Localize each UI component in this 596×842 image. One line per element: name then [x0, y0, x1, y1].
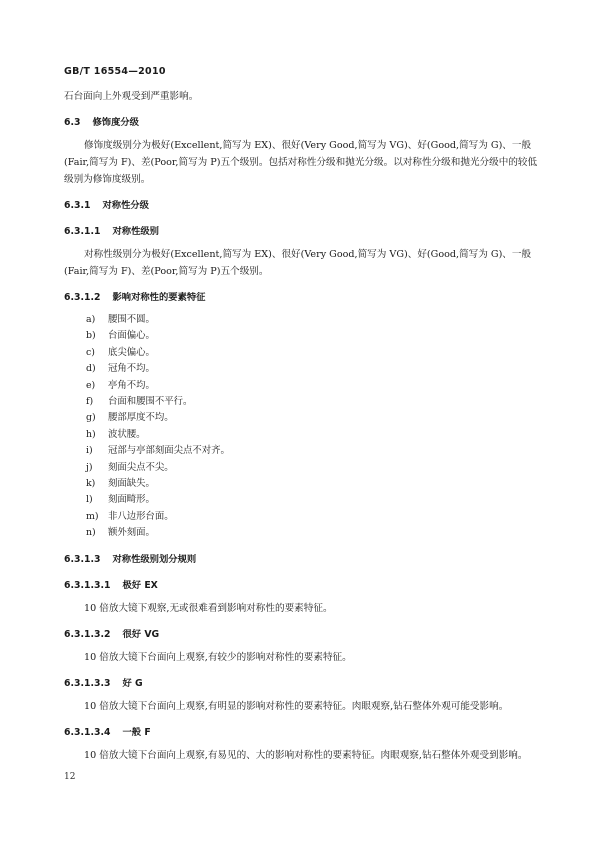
section-heading-6-3-1-1 [64, 223, 540, 240]
section-title: 一般 F [122, 726, 151, 738]
section-body-6-3-1-3-2: 10 倍放大镜下台面向上观察,有较少的影响对称性的要素特征。 [84, 651, 352, 663]
section-title: 修饰度分级 [92, 117, 139, 128]
section-heading-6-3-1-3-4 [64, 724, 540, 741]
document-body [64, 88, 540, 764]
section-number: 6.3.1.1 [64, 226, 101, 237]
section-body-6-3-1-1: 对称性级别分为极好(Excellent,简写为 EX)、很好(Very Good,简写为 VG)、好(Good,简写为 G)、一般(Fair,简写为 F)、差(Poor,简写为 P)五个级别。 [64, 249, 532, 277]
list-item: e) 亭角不均。 [86, 379, 155, 391]
list-item: b) 台面偏心。 [86, 330, 155, 342]
list-item: k) 刻面缺失。 [86, 478, 155, 490]
section-heading-6-3-1-2 [64, 289, 540, 306]
section-body-6-3-1-3-4: 10 倍放大镜下台面向上观察,有易见的、大的影响对称性的要素特征。肉眼观察,钻石整体外观受到影响。 [84, 749, 528, 761]
section-number: 6.3.1.3.2 [64, 628, 111, 640]
section-heading-6-3-1-3 [64, 551, 540, 568]
section-title: 极好 EX [122, 579, 158, 591]
list-item: i) 冠部与亭部刻面尖点不对齐。 [86, 445, 230, 457]
section-number: 6.3.1 [64, 200, 91, 211]
section-number: 6.3.1.2 [64, 292, 101, 303]
list-item: m) 非八边形台面。 [86, 510, 174, 522]
list-item: j) 刻面尖点不尖。 [86, 461, 174, 473]
section-body-6-3-1-3-1: 10 倍放大镜下观察,无或很难看到影响对称性的要素特征。 [84, 602, 333, 614]
list-item: l) 刻面畸形。 [86, 494, 155, 506]
section-number: 6.3.1.3.3 [64, 677, 111, 689]
list-item: d) 冠角不均。 [86, 363, 155, 375]
list-item: c) 底尖偏心。 [86, 346, 155, 358]
standard-code: GB/T 16554—2010 [64, 66, 166, 77]
section-number: 6.3 [64, 117, 81, 128]
section-heading-6-3-1-3-2 [64, 626, 540, 643]
list-item: n) 额外刻面。 [86, 527, 155, 539]
section-title: 对称性级别 [112, 226, 159, 237]
section-title: 对称性分级 [102, 200, 149, 211]
list-item: g) 腰部厚度不均。 [86, 412, 174, 424]
list-item: a) 腰围不圆。 [86, 314, 155, 325]
symmetry-feature-list [64, 312, 540, 542]
page-number: 12 [64, 772, 76, 782]
section-heading-6-3-1-3-3 [64, 675, 540, 692]
section-title: 好 G [122, 677, 143, 689]
section-body-6-3-1-3-3: 10 倍放大镜下台面向上观察,有明显的影响对称性的要素特征。肉眼观察,钻石整体外观可能受影响。 [84, 700, 509, 712]
section-number: 6.3.1.3.4 [64, 726, 111, 738]
section-heading-6-3 [64, 114, 540, 131]
section-heading-6-3-1-3-1 [64, 577, 540, 594]
section-title: 对称性级别划分规则 [112, 553, 197, 565]
section-body-6-3: 修饰度级别分为极好(Excellent,简写为 EX)、很好(Very Good,简写为 VG)、好(Good,简写为 G)、一般(Fair,简写为 F)、差(Poor,简写为 P)五个级别。包括对称性分级和抛光分级。以对称性分级和抛光分级中的较低级别为修饰度级别。 [64, 140, 538, 185]
section-title: 影响对称性的要素特征 [112, 292, 206, 303]
continuation-text: 石台面向上外观受到严重影响。 [64, 91, 199, 102]
list-item: h) 波状腰。 [86, 428, 146, 440]
section-heading-6-3-1 [64, 197, 540, 214]
list-item: f) 台面和腰围不平行。 [86, 396, 193, 408]
section-number: 6.3.1.3.1 [64, 579, 111, 591]
section-title: 很好 VG [122, 628, 160, 640]
section-number: 6.3.1.3 [64, 553, 101, 565]
